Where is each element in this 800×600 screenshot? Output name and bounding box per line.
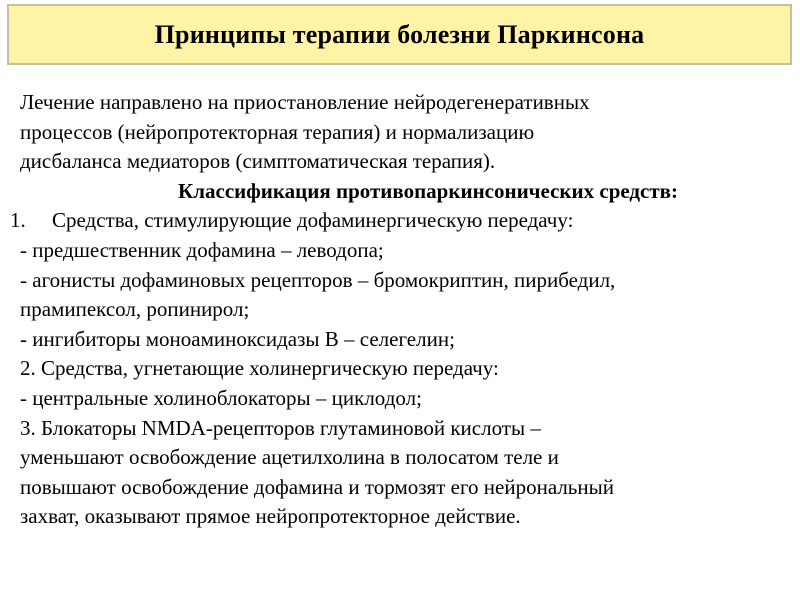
paragraph-line: Лечение направлено на приостановление нейродегенеративных	[20, 90, 590, 114]
list-item-1	[10, 206, 790, 236]
text-line: - агонисты дофаминовых рецепторов – бромокриптин, пирибедил,	[20, 267, 616, 292]
classification-heading: Классификация противопаркинсонических средств:	[178, 178, 679, 203]
text-line: уменьшают освобождение ацетилхолина в полосатом теле и	[20, 445, 559, 470]
slide-title-box	[7, 4, 792, 65]
paragraph-line: процессов (нейропротекторная терапия) и нормализацию	[20, 119, 535, 144]
text-line: - центральные холиноблокаторы – циклодол;	[20, 385, 422, 410]
text-line: - предшественник дофамина – леводопа;	[20, 237, 384, 262]
text-line: захват, оказывают прямое нейропротекторное действие.	[20, 504, 521, 529]
text-line: 2. Средства, угнетающие холинергическую передачу:	[20, 356, 499, 381]
text-line: 3. Блокаторы NMDA-рецепторов глутаминовой кислоты –	[20, 415, 541, 440]
paragraph-line: дисбаланса медиаторов (симптоматическая терапия).	[20, 149, 496, 174]
list-item-text: Средства, стимулирующие дофаминергическую передачу:	[52, 208, 574, 233]
list-item-number: 1.	[10, 208, 26, 233]
text-line: - ингибиторы моноаминоксидазы В – селегелин;	[20, 326, 455, 351]
slide-title: Принципы терапии болезни Паркинсона	[154, 19, 645, 49]
text-line: повышают освобождение дофамина и тормозят его нейрональный	[20, 474, 614, 499]
slide-body	[10, 88, 790, 532]
text-line: прамипексол, ропинирол;	[20, 297, 250, 322]
